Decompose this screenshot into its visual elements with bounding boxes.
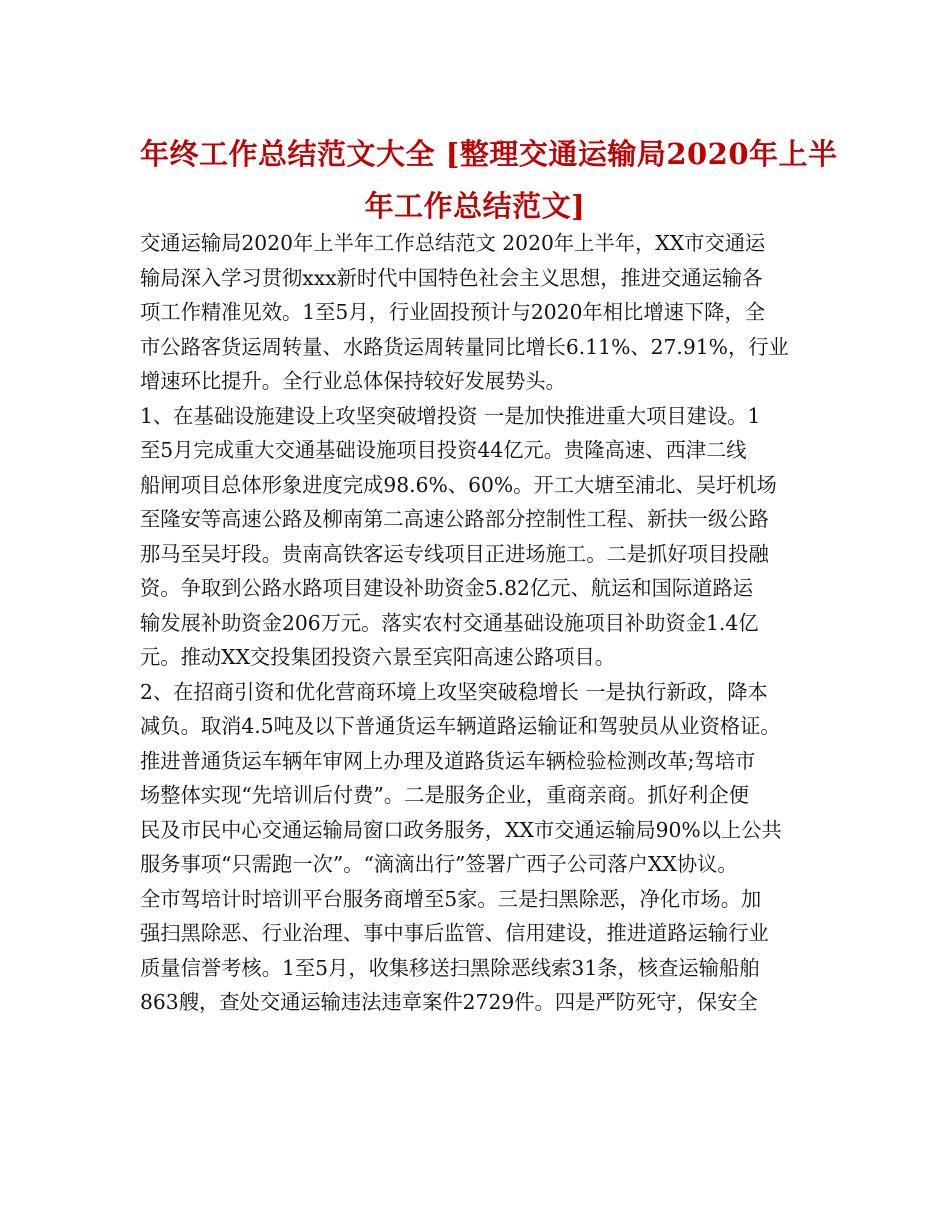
body-line: 元。推动XX交投集团投资六景至宾阳高速公路项目。 — [140, 645, 616, 669]
body-line: 民及市民中心交通运输局窗口政务服务，XX市交通运输局90%以上公共 — [140, 817, 782, 842]
document-body — [140, 226, 812, 1020]
body-line: 至5月完成重大交通基础设施项目投资44亿元。贵隆高速、西津二线 — [140, 438, 747, 462]
body-line: 项工作精准见效。1至5月，行业固投预计与2020年相比增速下降，全 — [140, 300, 766, 324]
body-line: 服务事项“只需跑一次”。“滴滴出行”签署广西子公司落户XX协议。 — [140, 852, 738, 876]
title-line-2: 年工作总结范文] — [364, 189, 586, 223]
body-line: 交通运输局2020年上半年工作总结范文 2020年上半年，XX市交通运 — [140, 231, 766, 255]
body-line: 质量信誉考核。1至5月，收集移送扫黑除恶线索31条，核查运输船舶 — [140, 955, 760, 980]
body-line: 输局深入学习贯彻xxx新时代中国特色社会主义思想，推进交通运输各 — [140, 265, 763, 290]
body-line: 船闸项目总体形象进度完成98.6%、60%。开工大塘至浦北、吴圩机场 — [140, 472, 777, 497]
body-line: 2、在招商引资和优化营商环境上攻坚突破稳增长 一是执行新政，降本 — [140, 679, 768, 704]
body-line: 增速环比提升。全行业总体保持较好发展势头。 — [140, 369, 566, 393]
body-line: 场整体实现“先培训后付费”。二是服务企业，重商亲商。抓好利企便 — [140, 783, 749, 807]
document-title — [140, 128, 838, 232]
body-line: 推进普通货运车辆年审网上办理及道路货运车辆检验检测改革;驾培市 — [140, 748, 756, 773]
body-line: 市公路客货运周转量、水路货运周转量同比增长6.11%、27.91%，行业 — [140, 334, 789, 359]
body-line: 资。争取到公路水路项目建设补助资金5.82亿元、航运和国际道路运 — [140, 576, 754, 600]
body-line: 那马至吴圩段。贵南高铁客运专线项目正进场施工。二是抓好项目投融 — [140, 541, 769, 566]
body-line: 至隆安等高速公路及柳南第二高速公路部分控制性工程、新扶一级公路 — [140, 507, 769, 531]
body-line: 强扫黑除恶、行业治理、事中事后监管、信用建设，推进道路运输行业 — [140, 921, 769, 945]
body-line: 输发展补助资金206万元。落实农村交通基础设施项目补助资金1.4亿 — [140, 610, 759, 635]
body-line: 863艘，查处交通运输违法违章案件2729件。四是严防死守，保安全 — [140, 990, 758, 1014]
body-line: 减负。取消4.5吨及以下普通货运车辆道路运输证和驾驶员从业资格证。 — [140, 714, 781, 738]
body-line: 全市驾培计时培训平台服务商增至5家。三是扫黑除恶，净化市场。加 — [140, 886, 762, 911]
body-line: 1、在基础设施建设上攻坚突破增投资 一是加快推进重大项目建设。1 — [140, 403, 761, 428]
title-line-1: 年终工作总结范文大全 [整理交通运输局2020年上半 — [140, 137, 838, 171]
